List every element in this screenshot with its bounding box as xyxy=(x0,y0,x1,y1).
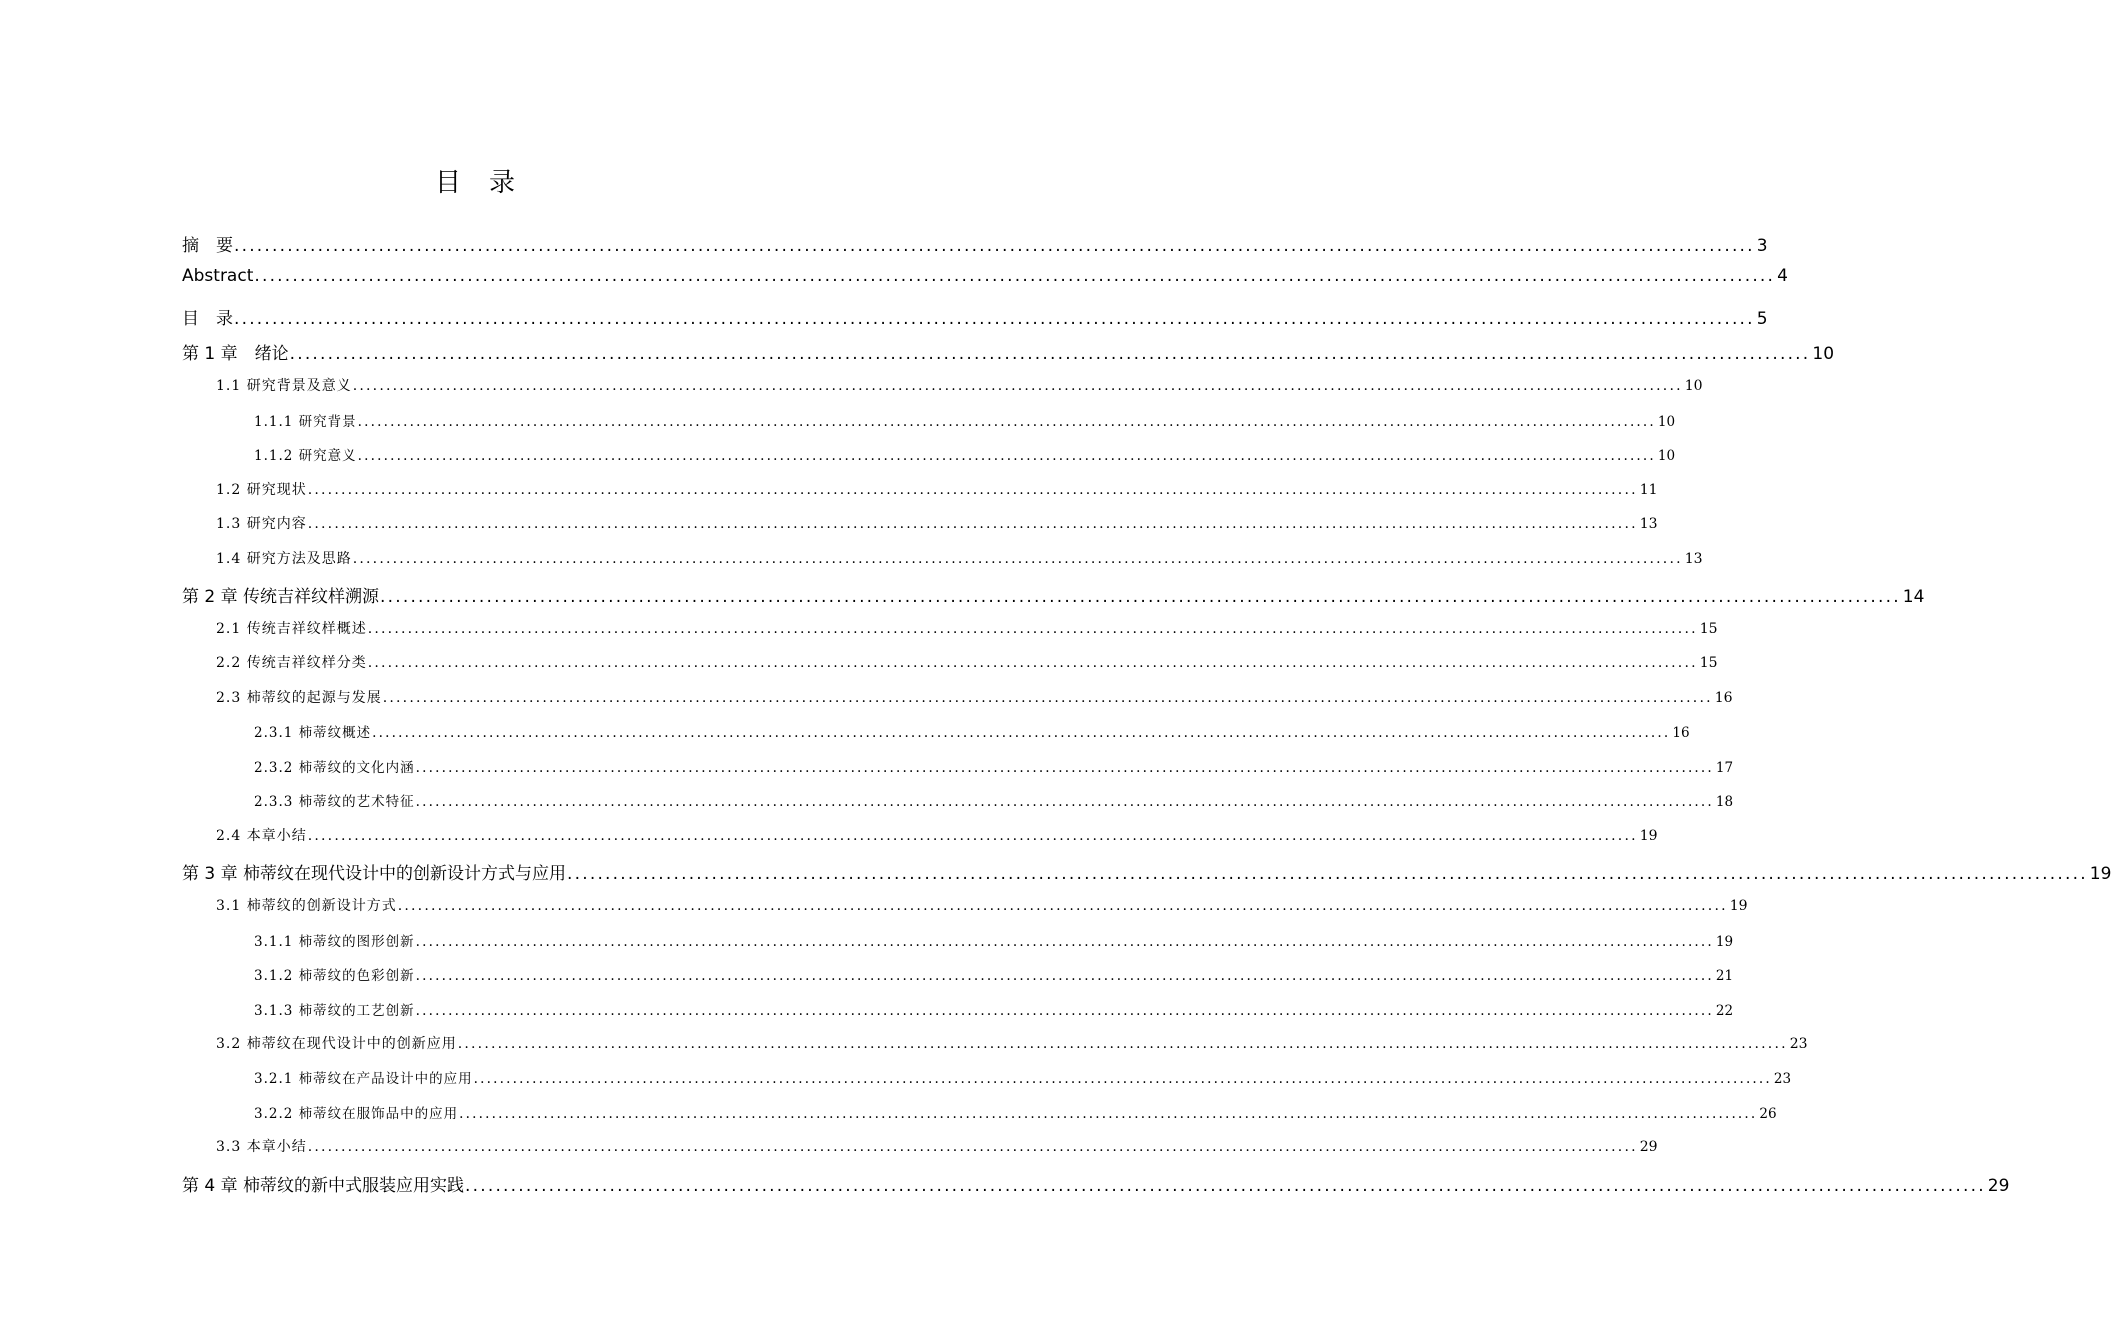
toc-entry-page-number: 26 xyxy=(1759,1106,1777,1122)
dot-leader: ........................................................................................................................................................................................................ xyxy=(307,482,1638,498)
toc-entry-page-number: 10 xyxy=(1657,448,1676,464)
toc-entry-page-number: 16 xyxy=(1672,725,1690,741)
toc-entry-page-number: 23 xyxy=(1773,1071,1792,1087)
toc-entry-page-number: 23 xyxy=(1789,1036,1808,1052)
toc-entry-page-number: 15 xyxy=(1699,655,1718,671)
toc-entry-page-number: 21 xyxy=(1715,968,1734,984)
toc-entry-page-number: 13 xyxy=(1639,516,1658,532)
dot-leader: ........................................................................................................................................................................................................ xyxy=(357,414,1656,430)
dot-leader: ........................................................................................................................................................................................................ xyxy=(352,378,1683,394)
toc-entry-page-number: 29 xyxy=(1639,1139,1658,1155)
toc-entry[interactable] xyxy=(182,231,1768,259)
dot-leader: ........................................................................................................................................................................................................ xyxy=(397,898,1728,914)
dot-leader: ........................................................................................................................................................................................................ xyxy=(380,587,1901,607)
toc-entry-page-number: 3 xyxy=(1756,236,1768,256)
dot-leader: ........................................................................................................................................................................................................ xyxy=(465,1176,1986,1196)
toc-entry-page-number: 10 xyxy=(1684,378,1703,394)
toc-entry-label: 2.3.3 柿蒂纹的艺术特征 xyxy=(254,794,415,810)
dot-leader: ........................................................................................................................................................................................................ xyxy=(254,266,1776,286)
toc-entry-label: 第 4 章 柿蒂纹的新中式服装应用实践 xyxy=(182,1176,465,1196)
toc-entry-page-number: 15 xyxy=(1699,621,1718,637)
toc-entry-label: 1.2 研究现状 xyxy=(216,482,307,498)
toc-entry[interactable] xyxy=(216,479,1658,507)
toc-entry-page-number: 22 xyxy=(1715,1003,1734,1019)
toc-entry-label: 3.3 本章小结 xyxy=(216,1139,307,1155)
page-title: 目录 xyxy=(434,168,543,198)
toc-entry[interactable] xyxy=(216,687,1733,715)
toc-entry-label: 2.1 传统吉祥纹样概述 xyxy=(216,621,367,637)
toc-entry[interactable] xyxy=(216,618,1718,646)
toc-entry[interactable] xyxy=(216,825,1658,853)
toc-entry[interactable] xyxy=(254,999,1734,1027)
dot-leader: ........................................................................................................................................................................................................ xyxy=(459,1106,1758,1122)
toc-entry-label: 1.1.1 研究背景 xyxy=(254,414,357,430)
toc-entry[interactable] xyxy=(254,964,1734,992)
toc-entry-label: 3.2.2 柿蒂纹在服饰品中的应用 xyxy=(254,1106,459,1122)
dot-leader: ........................................................................................................................................................................................................ xyxy=(457,1036,1788,1052)
dot-leader: ........................................................................................................................................................................................................ xyxy=(367,621,1698,637)
dot-leader: ........................................................................................................................................................................................................ xyxy=(415,1003,1714,1019)
toc-entry[interactable] xyxy=(254,1067,1792,1095)
toc-entry-label: 3.1.2 柿蒂纹的色彩创新 xyxy=(254,968,415,984)
toc-entry[interactable] xyxy=(254,930,1734,958)
toc-entry-label: 1.1.2 研究意义 xyxy=(254,448,357,464)
dot-leader: ........................................................................................................................................................................................................ xyxy=(372,725,1671,741)
toc-entry-label: 3.1.1 柿蒂纹的图形创新 xyxy=(254,934,415,950)
toc-entry-page-number: 18 xyxy=(1715,794,1734,810)
toc-entry-page-number: 10 xyxy=(1812,344,1835,364)
dot-leader: ........................................................................................................................................................................................................ xyxy=(234,236,1755,256)
toc-entry-page-number: 19 xyxy=(1715,934,1734,950)
toc-entry-label: 2.3 柿蒂纹的起源与发展 xyxy=(216,690,382,706)
toc-entry-label: 2.3.1 柿蒂纹概述 xyxy=(254,725,372,741)
toc-entry[interactable] xyxy=(254,790,1734,818)
dot-leader: ........................................................................................................................................................................................................ xyxy=(307,1139,1638,1155)
toc-entry[interactable] xyxy=(182,304,1768,332)
toc-entry-page-number: 19 xyxy=(1639,828,1658,844)
dot-leader: ........................................................................................................................................................................................................ xyxy=(415,794,1714,810)
toc-entry[interactable] xyxy=(216,375,1703,403)
toc-entry-label: 2.3.2 柿蒂纹的文化内涵 xyxy=(254,760,415,776)
dot-leader: ........................................................................................................................................................................................................ xyxy=(307,516,1638,532)
toc-entry-page-number: 16 xyxy=(1714,690,1733,706)
toc-entry-label: 1.4 研究方法及思路 xyxy=(216,551,352,567)
toc-entry-label: 1.1 研究背景及意义 xyxy=(216,378,352,394)
dot-leader: ........................................................................................................................................................................................................ xyxy=(382,690,1713,706)
dot-leader: ........................................................................................................................................................................................................ xyxy=(567,864,2088,884)
dot-leader: ........................................................................................................................................................................................................ xyxy=(352,551,1683,567)
dot-leader: ........................................................................................................................................................................................................ xyxy=(289,344,1811,364)
toc-entry[interactable] xyxy=(254,721,1690,749)
toc-entry-page-number: 10 xyxy=(1657,414,1676,430)
toc-entry-page-number: 17 xyxy=(1715,760,1734,776)
toc-entry[interactable] xyxy=(182,1171,2010,1199)
toc-entry-page-number: 19 xyxy=(2089,864,2111,884)
toc-entry[interactable] xyxy=(216,513,1658,541)
toc-entry-page-number: 29 xyxy=(1987,1176,2010,1196)
dot-leader: ........................................................................................................................................................................................................ xyxy=(415,934,1714,950)
toc-entry-label: Abstract xyxy=(182,266,254,286)
toc-entry-page-number: 13 xyxy=(1684,551,1703,567)
toc-entry[interactable] xyxy=(182,859,2111,887)
toc-entry[interactable] xyxy=(254,410,1676,438)
toc-entry-label: 第 2 章 传统吉祥纹样溯源 xyxy=(182,587,380,607)
dot-leader: ........................................................................................................................................................................................................ xyxy=(234,309,1755,329)
toc-entry[interactable] xyxy=(182,582,1925,610)
toc-entry-page-number: 19 xyxy=(1729,898,1748,914)
toc-entry-label: 3.1.3 柿蒂纹的工艺创新 xyxy=(254,1003,415,1019)
dot-leader: ........................................................................................................................................................................................................ xyxy=(415,760,1714,776)
toc-entry[interactable] xyxy=(254,1102,1777,1130)
dot-leader: ........................................................................................................................................................................................................ xyxy=(357,448,1656,464)
toc-entry-label: 2.2 传统吉祥纹样分类 xyxy=(216,655,367,671)
toc-entry[interactable] xyxy=(254,756,1734,784)
toc-entry-label: 1.3 研究内容 xyxy=(216,516,307,532)
toc-entry-label: 第 3 章 柿蒂纹在现代设计中的创新设计方式与应用 xyxy=(182,864,567,884)
toc-entry-label: 第 1 章 绪论 xyxy=(182,344,289,364)
toc-entry-page-number: 4 xyxy=(1777,266,1788,286)
toc-entry-label: 目 录 xyxy=(182,309,233,329)
dot-leader: ........................................................................................................................................................................................................ xyxy=(415,968,1714,984)
toc-entry-label: 3.2.1 柿蒂纹在产品设计中的应用 xyxy=(254,1071,473,1087)
toc-entry[interactable] xyxy=(216,548,1703,576)
toc-entry[interactable] xyxy=(216,895,1748,923)
toc-entry-label: 3.2 柿蒂纹在现代设计中的创新应用 xyxy=(216,1036,457,1052)
toc-entry-page-number: 5 xyxy=(1756,309,1768,329)
toc-entry[interactable] xyxy=(182,266,1788,294)
dot-leader: ........................................................................................................................................................................................................ xyxy=(473,1071,1772,1087)
dot-leader: ........................................................................................................................................................................................................ xyxy=(367,655,1698,671)
toc-entry-page-number: 14 xyxy=(1902,587,1925,607)
toc-entry[interactable] xyxy=(216,652,1718,680)
toc-entry-label: 2.4 本章小结 xyxy=(216,828,307,844)
toc-entry-label: 3.1 柿蒂纹的创新设计方式 xyxy=(216,898,397,914)
toc-entry-page-number: 11 xyxy=(1639,482,1658,498)
toc-entry-label: 摘 要 xyxy=(182,236,233,256)
toc-entry[interactable] xyxy=(216,1136,1658,1164)
toc-entry[interactable] xyxy=(254,444,1676,472)
toc-entry[interactable] xyxy=(216,1033,1808,1061)
dot-leader: ........................................................................................................................................................................................................ xyxy=(307,828,1638,844)
toc-entry[interactable] xyxy=(182,339,1835,367)
